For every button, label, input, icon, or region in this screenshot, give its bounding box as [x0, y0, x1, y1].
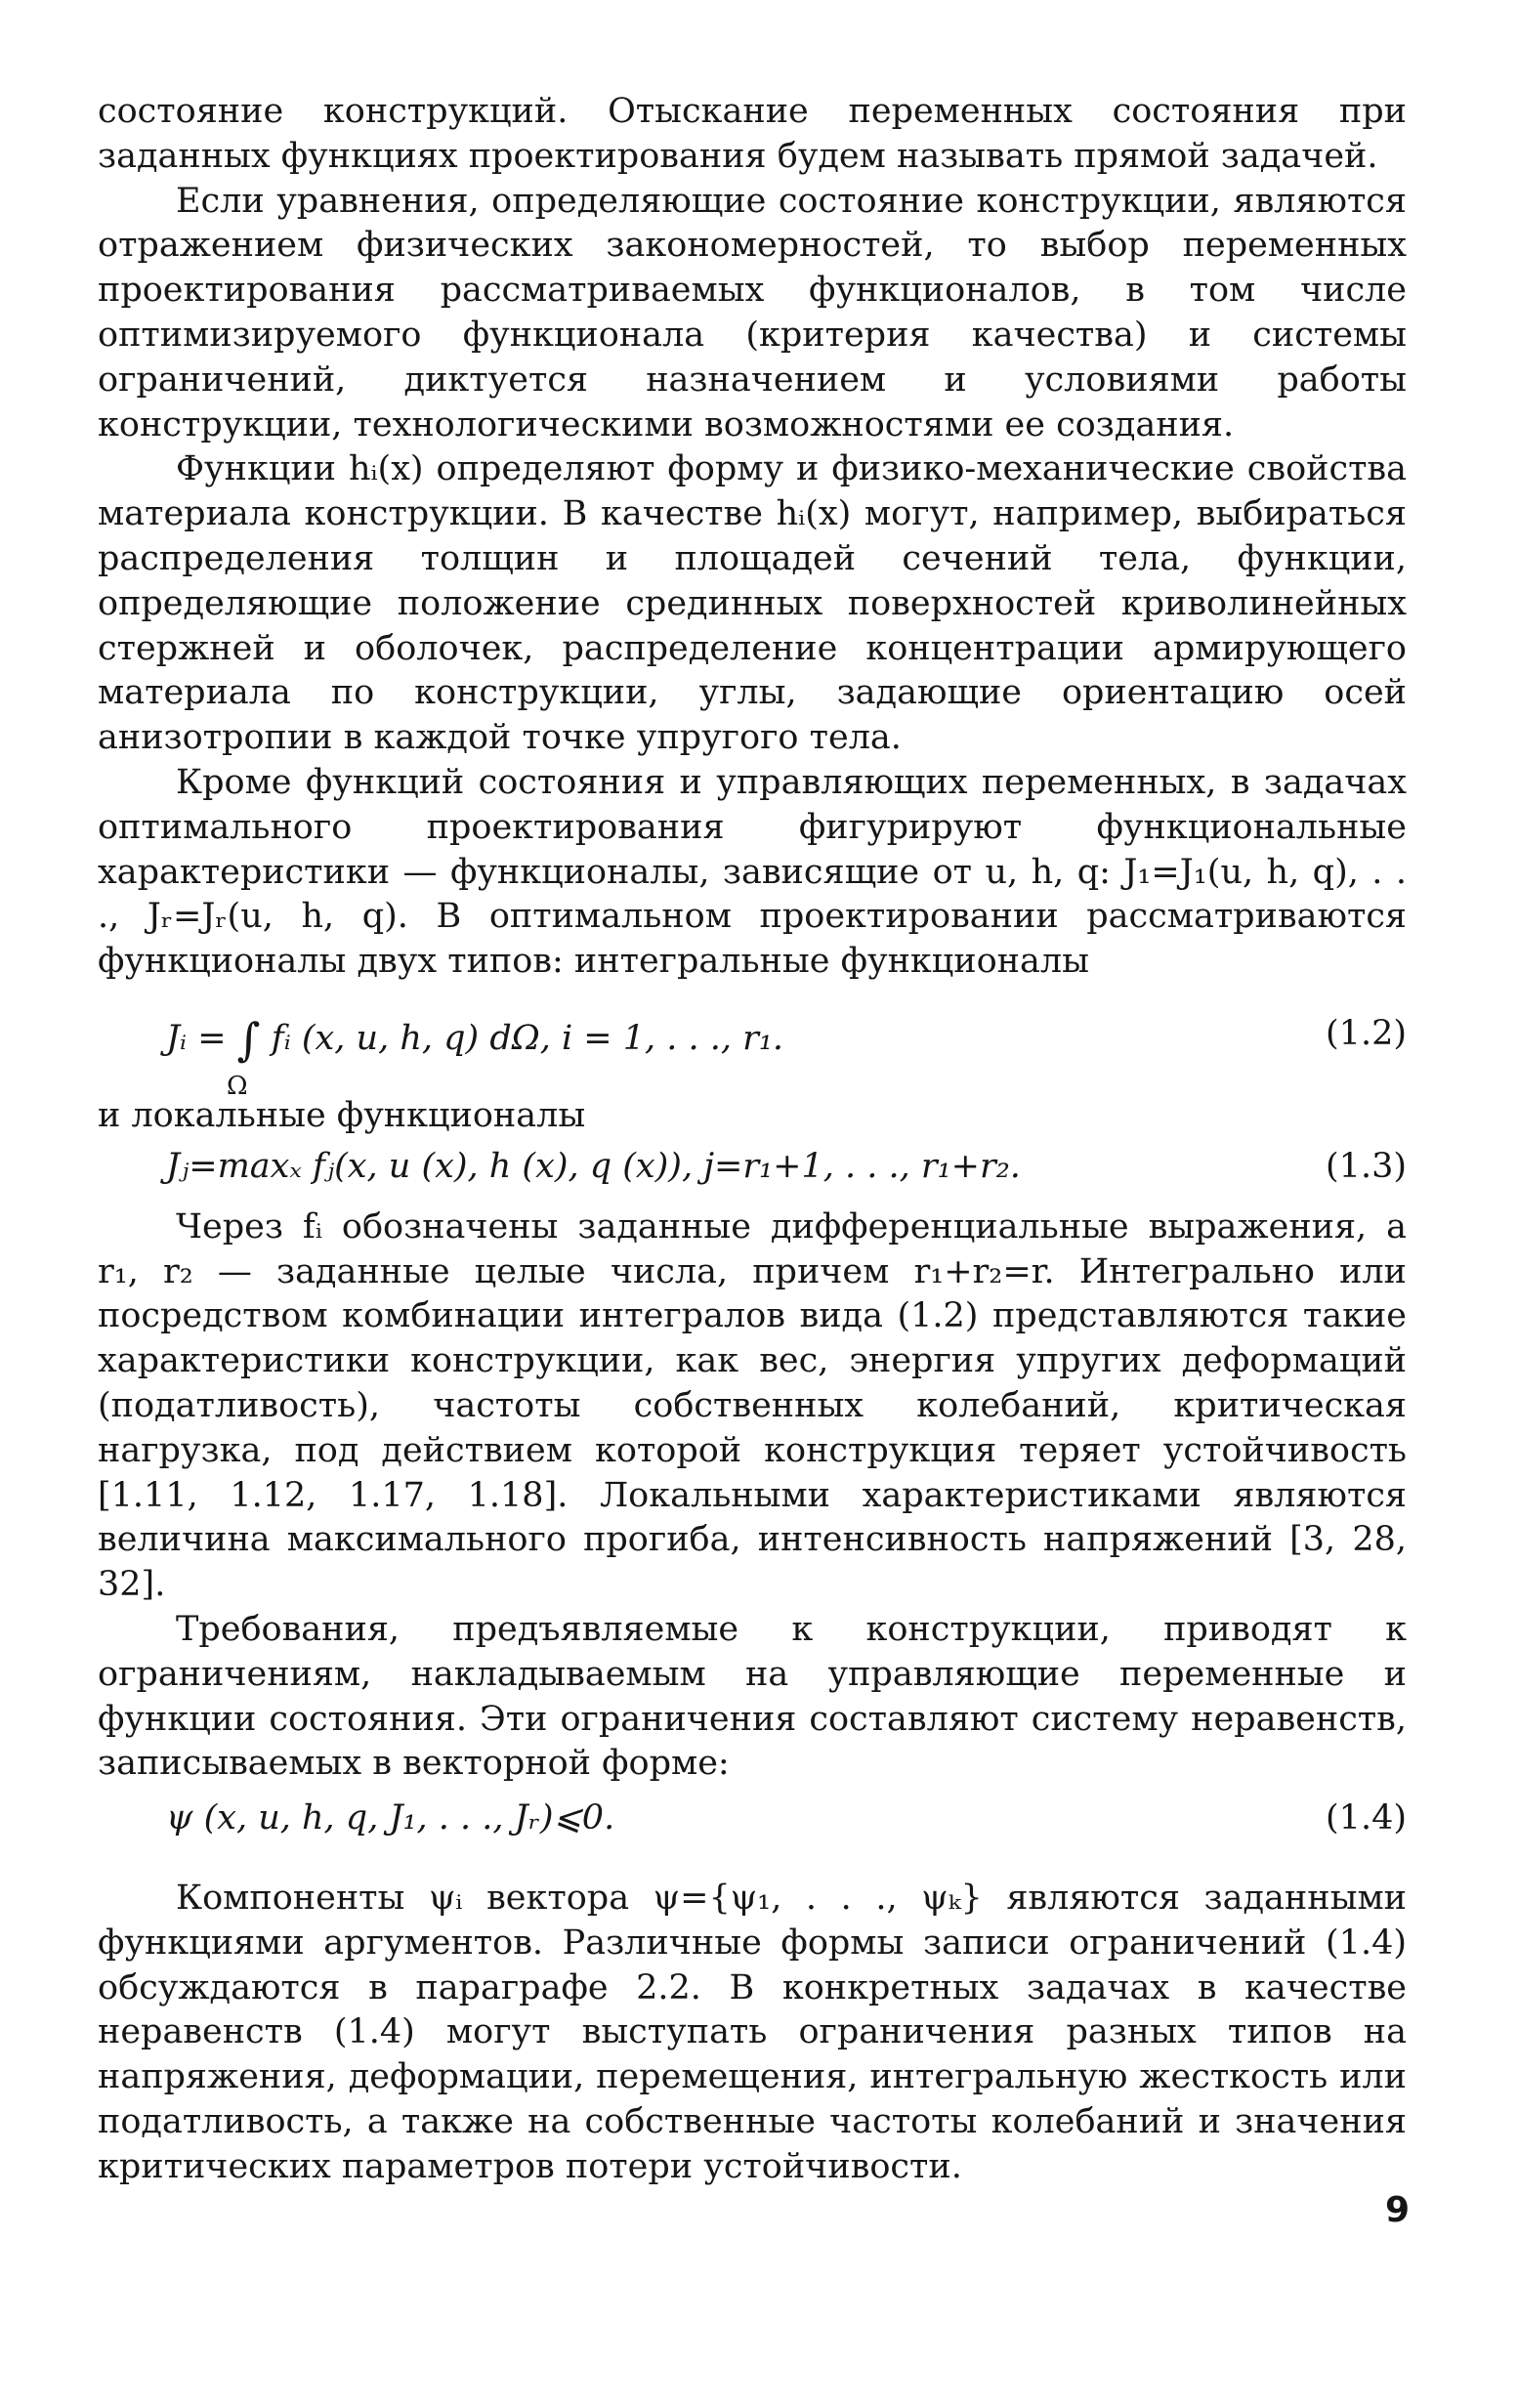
- paragraph-characteristics: Через fᵢ обозначены заданные дифференциальные выражения, а r₁, r₂ — заданные целые числа, причем r₁+r₂=r. Интегрально или посредством комбинации интегралов вида (1.2) представляются такие характеристики конструкции, как вес, энергия упругих деформаций (податливость), частоты собственных колебаний, критическая нагрузка, под действием которой конструкция теряет устойчивость [1.11, 1.12, 1.17, 1.18]. Локальными характеристиками являются величина максимального прогиба, интенсивность напряжений [3, 28, 32].: [98, 1206, 1407, 1605]
- equation-1-3: [98, 1143, 1407, 1198]
- equation-1-2-body: [166, 1012, 784, 1066]
- paragraph-components: Компоненты ψᵢ вектора ψ={ψ₁, . . ., ψₖ} являются заданными функциями аргументов. Различные формы записи ограничений (1.4) обсуждаются в параграфе 2.2. В конкретных задачах в качестве неравенств (1.4) могут выступать ограничения разных типов на напряжения, деформации, перемещения, интегральную жесткость или податливость, а также на собственные частоты колебаний и значения критических параметров потери устойчивости.: [98, 1879, 1407, 2186]
- paragraph-functions-h: Функции hᵢ(x) определяют форму и физико-механические свойства материала конструкции. В качестве hᵢ(x) могут, например, выбираться распределения толщин и площадей сечений тела, функции, определяющие положение срединных поверхностей криволинейных стержней и оболочек, распределение концентрации армирующего материала по конструкции, углы, задающие ориентацию осей анизотропии в каждой точке упругого тела.: [98, 449, 1407, 758]
- paragraph-local-functionals: и локальные функционалы: [98, 1095, 586, 1135]
- paragraph-continuation: состояние конструкций. Отыскание переменных состояния при заданных функциях проектирования будем называть прямой задачей.: [98, 92, 1407, 176]
- equation-1-2: [98, 996, 1407, 1101]
- paragraph-design-variables: Если уравнения, определяющие состояние конструкции, являются отражением физических закономерностей, то выбор переменных проектирования рассматриваемых функционалов, в том числе оптимизируемого функционала (критерия качества) и системы ограничений, диктуется назначением и условиями работы конструкции, технологическими возможностями ее создания.: [98, 181, 1407, 444]
- equation-1-3-body: Jⱼ=maxₓ fⱼ(x, u (x), h (x), q (x)), j=r₁+1, . . ., r₁+r₂.: [166, 1146, 1021, 1186]
- page-body: [98, 90, 1407, 2190]
- paragraph-functionals: Кроме функций состояния и управляющих переменных, в задачах оптимального проектирования фигурируют функциональные характеристики — функционалы, зависящие от u, h, q: J₁=J₁(u, h, q), . . ., Jᵣ=Jᵣ(u, h, q). В оптимальном проектировании рассматриваются функционалы двух типов: интегральные функционалы: [98, 762, 1407, 982]
- equation-1-2-lhs: Jᵢ =: [166, 1018, 227, 1058]
- equation-1-4-body: ψ (x, u, h, q, J₁, . . ., Jᵣ)⩽0.: [166, 1798, 615, 1838]
- page-number: 9: [1385, 2190, 1411, 2230]
- integral-sign: ∫: [236, 1012, 261, 1066]
- paragraph-constraints: Требования, предъявляемые к конструкции, приводят к ограничениям, накладываемым на управляющие переменные и функции состояния. Эти ограничения составляют систему неравенств, записываемых в векторной форме:: [98, 1609, 1407, 1784]
- equation-1-3-label: (1.3): [1326, 1146, 1407, 1186]
- equation-1-2-integrand: fᵢ (x, u, h, q) dΩ, i = 1, . . ., r₁.: [271, 1018, 784, 1058]
- equation-1-4: [98, 1793, 1407, 1853]
- equation-1-4-label: (1.4): [1326, 1798, 1407, 1838]
- equation-1-2-label: (1.2): [1326, 1013, 1407, 1053]
- integral-domain: Ω: [227, 1071, 248, 1101]
